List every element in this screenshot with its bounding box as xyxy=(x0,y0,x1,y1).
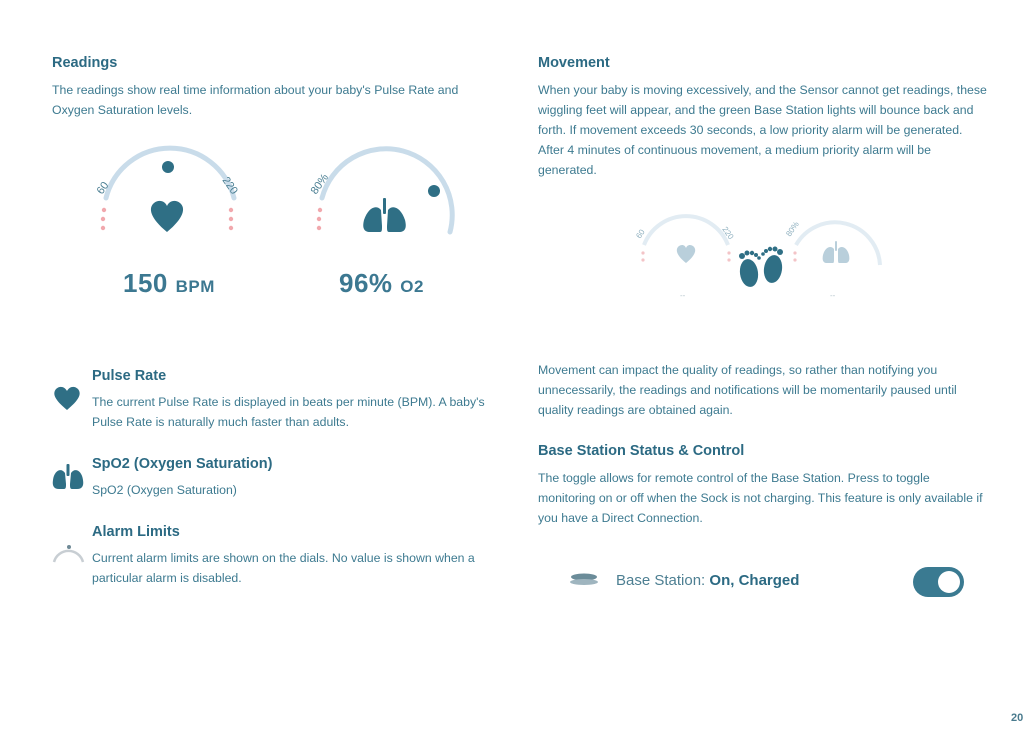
legend-lungs-icon xyxy=(52,464,84,490)
lungs-icon xyxy=(363,198,406,232)
pulse-rate-number: 150 xyxy=(123,268,168,298)
pulse-gauge-indicator xyxy=(162,161,174,173)
base-station-status-value: On, Charged xyxy=(709,572,800,589)
illus-oxygen-value: -- xyxy=(830,291,836,300)
legend-dial-arc-icon xyxy=(50,540,86,566)
pulse-rate-heading: Pulse Rate xyxy=(92,368,167,384)
readings-heading: Readings xyxy=(52,55,118,71)
illus-pulse-value: -- xyxy=(680,291,686,300)
pulse-gauge-dial xyxy=(90,140,250,260)
alarm-limits-heading: Alarm Limits xyxy=(92,524,180,540)
spo2-description: SpO2 (Oxygen Saturation) xyxy=(92,483,237,497)
dial-arc-icon xyxy=(50,540,86,566)
page-number: 20 xyxy=(1011,712,1024,724)
movement-illustration xyxy=(632,205,892,305)
wiggling-feet-illustration xyxy=(632,205,892,305)
spo2-heading: SpO2 (Oxygen Saturation) xyxy=(92,456,273,472)
illus-pulse-high: 220 xyxy=(720,224,736,242)
base-station-icon xyxy=(568,572,600,588)
base-station-heading: Base Station Status & Control xyxy=(538,443,745,459)
pulse-rate-description: The current Pulse Rate is displayed in beats per minute (BPM). A baby's Pulse Rate is naturally much faster than adults. xyxy=(92,395,485,429)
heart-icon xyxy=(151,201,183,232)
oxygen-gauge-indicator xyxy=(428,185,440,197)
pulse-low-limit: 60 xyxy=(94,179,112,197)
movement-description: When your baby is moving excessively, and the Sensor cannot get readings, these wiggling feet will appear, and the green Base Station lights will bounce back and forth. If movement exceeds 30 seconds, a low priority alarm will be generated. After 4 minutes of continuous movement, a medium priority alarm will be generated. xyxy=(538,83,987,177)
pulse-rate-value xyxy=(123,268,215,299)
illus-oxygen-low: 80% xyxy=(784,219,801,239)
pulse-rate-gauge xyxy=(90,140,250,260)
faded-heart-icon xyxy=(677,245,695,263)
legend-heart-icon xyxy=(52,382,82,412)
oxygen-gauge-dial xyxy=(306,140,466,260)
baby-feet-icon xyxy=(738,247,784,289)
readings-description: The readings show real time information about your baby's Pulse Rate and Oxygen Saturation levels. xyxy=(52,83,459,117)
base-station-toggle[interactable] xyxy=(913,567,964,597)
heart-icon xyxy=(52,382,82,412)
alarm-limits-description: Current alarm limits are shown on the dials. No value is shown when a particular alarm is disabled. xyxy=(92,551,475,585)
lungs-icon xyxy=(52,464,84,490)
movement-heading: Movement xyxy=(538,55,610,71)
faded-lungs-icon xyxy=(823,241,850,263)
oxygen-unit: O2 xyxy=(400,277,424,296)
oxygen-low-limit: 80% xyxy=(308,171,332,197)
base-station-description: The toggle allows for remote control of the Base Station. Press to toggle monitoring on or off when the Sock is not charging. This feature is only available if you have a Direct Connection. xyxy=(538,471,983,525)
pulse-rate-unit: BPM xyxy=(175,277,215,296)
illus-pulse-low: 60 xyxy=(634,227,647,241)
base-station-status xyxy=(616,572,799,589)
base-station-status-label: Base Station: xyxy=(616,572,706,589)
oxygen-number: 96% xyxy=(339,268,393,298)
base-station-icon-svg xyxy=(568,572,600,588)
pulse-high-limit: 220 xyxy=(219,174,240,197)
toggle-knob xyxy=(938,571,960,593)
oxygen-saturation-value xyxy=(339,268,424,299)
movement-impact-description: Movement can impact the quality of readings, so rather than notifying you unnecessarily, the readings and notifications will be momentarily paused until quality readings are obtained again. xyxy=(538,363,957,417)
oxygen-saturation-gauge xyxy=(306,140,466,260)
